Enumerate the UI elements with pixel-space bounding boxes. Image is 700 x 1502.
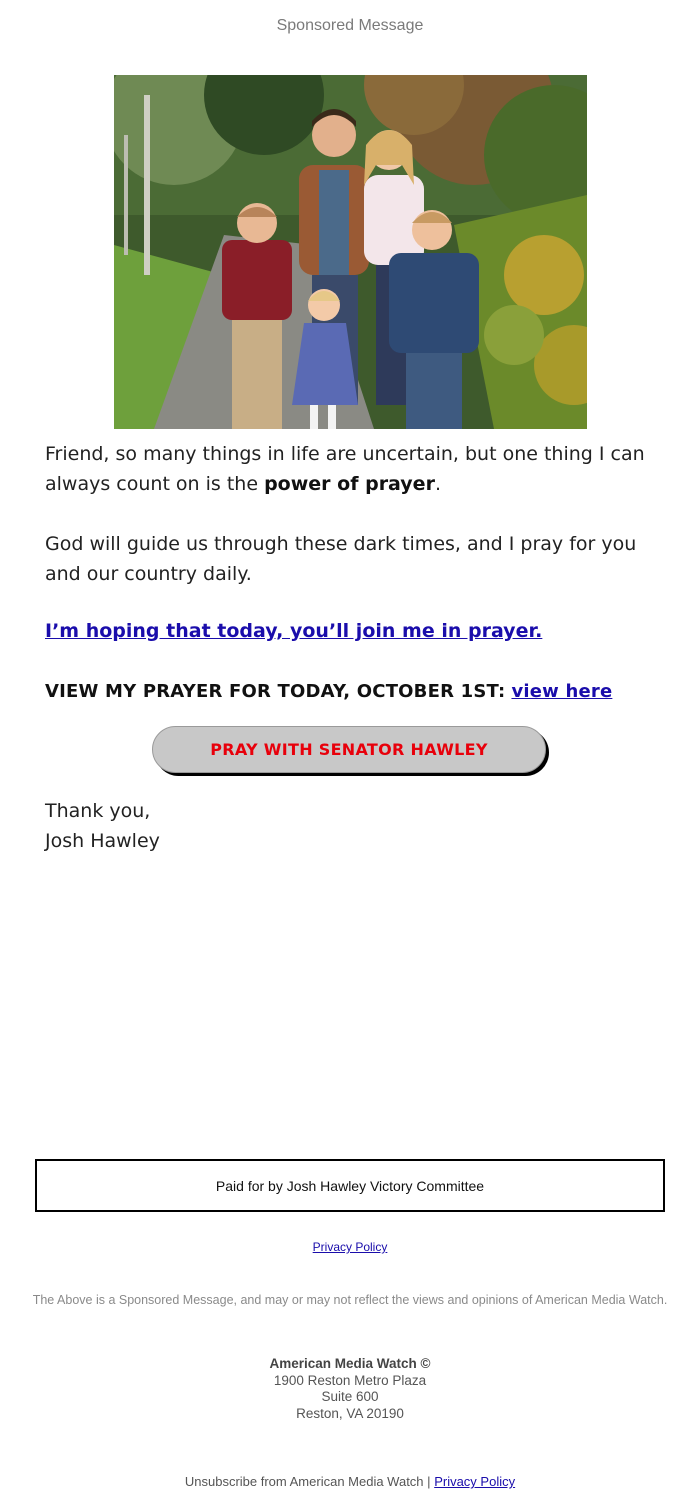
address-line-1: 1900 Reston Metro Plaza bbox=[273, 1372, 427, 1388]
hero-family-photo[interactable] bbox=[114, 75, 587, 429]
signoff-thanks: Thank you, bbox=[45, 800, 151, 822]
intro-text: Friend, so many things in life are uncertain, but one thing I can always count on is the bbox=[45, 443, 645, 495]
intro-paragraph bbox=[45, 439, 657, 499]
join-prayer-paragraph bbox=[45, 616, 657, 646]
guidance-paragraph: God will guide us through these dark times, and I pray for you and our country daily. bbox=[45, 533, 637, 585]
privacy-policy-row bbox=[0, 1240, 700, 1254]
view-here-link[interactable]: view here bbox=[511, 681, 613, 702]
signoff-name: Josh Hawley bbox=[45, 830, 160, 852]
privacy-policy-bottom-link[interactable]: Privacy Policy bbox=[434, 1474, 516, 1489]
view-prayer-paragraph bbox=[45, 676, 657, 707]
sponsored-message-label: Sponsored Message bbox=[276, 17, 424, 34]
sponsored-disclaimer: The Above is a Sponsored Message, and may or may not reflect the views and opinions of American Media Watch. bbox=[32, 1293, 668, 1307]
view-prayer-label: VIEW MY PRAYER FOR TODAY, OCTOBER 1ST: bbox=[45, 681, 506, 702]
footer-links bbox=[0, 1474, 700, 1489]
paid-for-text: Paid for by Josh Hawley Victory Committee bbox=[215, 1177, 485, 1194]
power-of-prayer-bold: power of prayer bbox=[264, 473, 435, 495]
mailing-address bbox=[0, 1356, 700, 1422]
join-prayer-link[interactable]: I’m hoping that today, you’ll join me in prayer. bbox=[45, 620, 543, 642]
address-line-3: Reston, VA 20190 bbox=[296, 1405, 404, 1421]
paid-for-disclaimer-box bbox=[35, 1159, 665, 1212]
pray-with-senator-button[interactable]: PRAY WITH SENATOR HAWLEY bbox=[152, 726, 546, 773]
intro-period: . bbox=[434, 473, 441, 495]
footer-separator: | bbox=[427, 1474, 431, 1489]
org-name: American Media Watch © bbox=[269, 1356, 431, 1371]
privacy-policy-link[interactable]: Privacy Policy bbox=[312, 1240, 388, 1254]
signoff bbox=[45, 796, 160, 856]
address-line-2: Suite 600 bbox=[321, 1389, 379, 1404]
unsubscribe-text[interactable]: Unsubscribe from American Media Watch bbox=[184, 1474, 424, 1489]
family-photo-illustration bbox=[114, 75, 587, 429]
